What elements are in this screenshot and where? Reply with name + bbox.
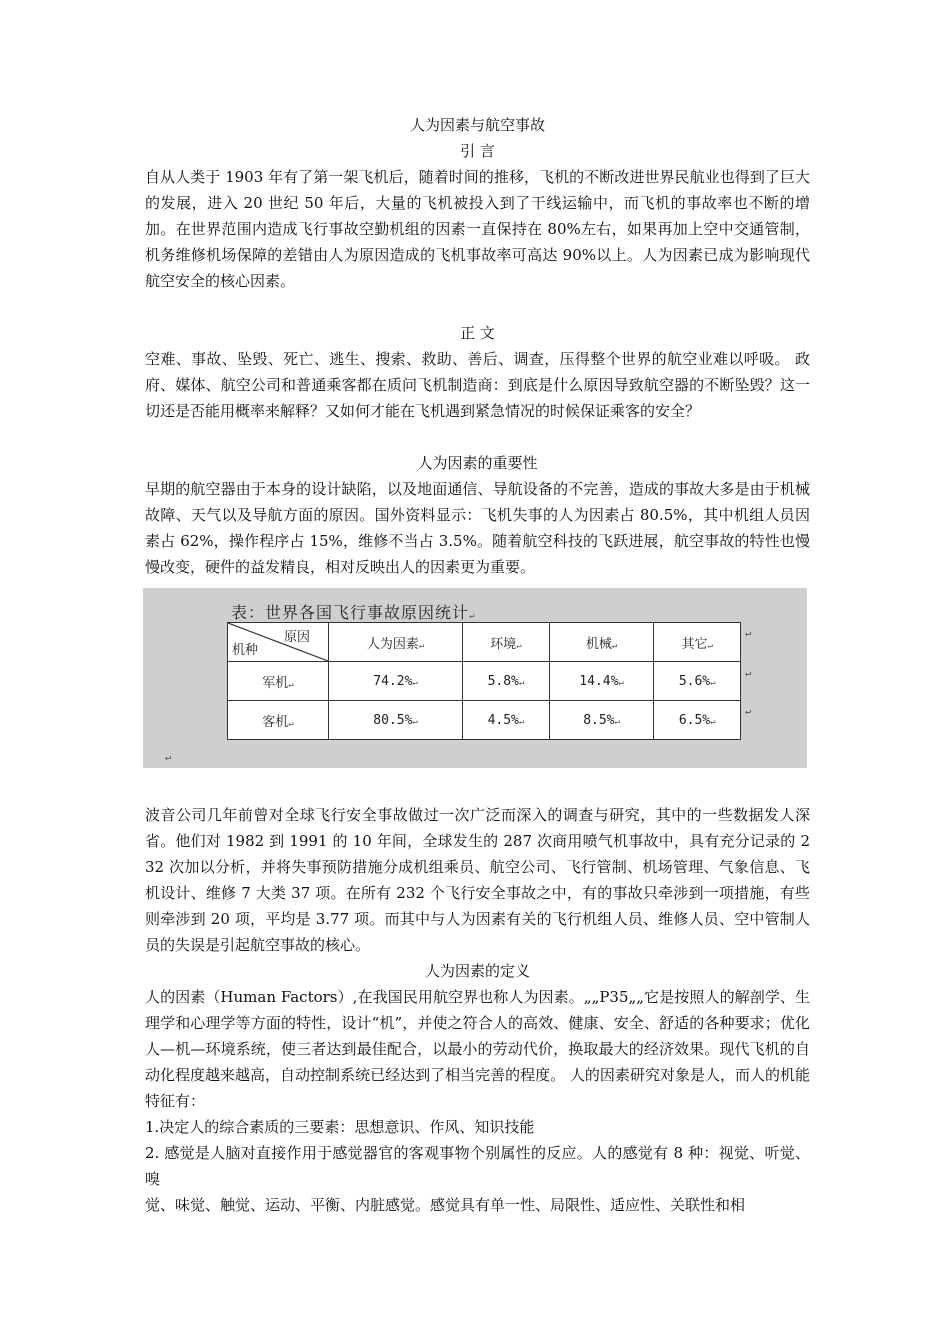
- body-paragraph: 空难、事故、坠毁、死亡、逃生、搜索、救助、善后、调查，压得整个世界的航空业难以呼吸。 政府、媒体、航空公司和普通乘客都在质问飞机制造商：到底是什么原因导致航空器的不断坠毁？这一切还是否能用概率来解释？又如何才能在飞机遇到紧急情况的时候保证乘客的安全？: [145, 350, 810, 420]
- table-header-cell: [463, 623, 550, 662]
- row-label-cell: [228, 662, 329, 701]
- table-cell: [654, 701, 741, 740]
- table-row: [228, 662, 741, 701]
- paragraph-mark: ↵: [707, 640, 713, 651]
- table-header-cell: [654, 623, 741, 662]
- corner-label-cause: 原因: [283, 630, 310, 645]
- table-cell: [549, 701, 654, 740]
- paragraph-mark: ↵: [611, 640, 618, 651]
- paragraph-mark: ↵: [469, 611, 476, 621]
- cell-value: 6.5%: [678, 712, 711, 728]
- cell-value: 74.2%: [373, 673, 413, 689]
- paragraph-mark: ↵: [412, 716, 418, 727]
- header-text: 机械: [585, 636, 612, 652]
- cell-value: 14.4%: [579, 673, 619, 689]
- definition-paragraph: 人的因素（Human Factors）,在我国民用航空界也称人为因素。„„P35„„它是按照人的解剖学、生理学和心理学等方面的特性，设计“机”，并使之符合人的高效、健康、安全、舒适的各种要求；优化人—机—环境系统，使三者达到最佳配合，以最小的劳动代价，换取最大的经济效果。现代飞机的自动化程度越来越高，自动控制系统已经达到了相当完善的程度。 人的因素研究对象是人，而人的机能特征有：: [145, 988, 810, 1110]
- spacer: [145, 768, 810, 802]
- table-header-cell: [329, 623, 463, 662]
- row-label-cell: [228, 701, 329, 740]
- paragraph-mark: ↵: [412, 677, 418, 688]
- table-cell: [463, 662, 550, 701]
- intro-heading: 引 言: [460, 142, 495, 160]
- paragraph-mark: ↵: [418, 640, 425, 651]
- paragraph-mark: ↵: [710, 716, 716, 727]
- paragraph-mark: ↵: [516, 640, 522, 651]
- document-body: [145, 112, 810, 1218]
- importance-heading: 人为因素的重要性: [417, 454, 538, 472]
- table-cell: [654, 662, 741, 701]
- table-cell: [329, 701, 463, 740]
- cell-value: 5.6%: [678, 673, 711, 689]
- table-title: [231, 600, 475, 623]
- paragraph-mark: ↵: [614, 716, 620, 727]
- accident-cause-table: [227, 622, 741, 740]
- spacer: [145, 424, 810, 450]
- paragraph-mark: ↵: [518, 716, 525, 727]
- cell-value: 8.5%: [583, 712, 615, 728]
- table-title-text: 表：世界各国飞行事故原因统计: [231, 603, 470, 622]
- table-header-cell: [549, 623, 654, 662]
- header-text: 人为因素: [366, 636, 419, 652]
- table-cell: [463, 701, 550, 740]
- paragraph-mark: ↵: [618, 677, 624, 688]
- document-title: 人为因素与航空事故: [409, 116, 545, 134]
- table-corner-cell: [228, 623, 329, 662]
- importance-paragraph: 早期的航空器由于本身的设计缺陷，以及地面通信、导航设备的不完善，造成的事故大多是由于机械故障、天气以及导航方面的原因。国外资料显示：飞机失事的人为因素占 80.5%，其中机组人员因素占 62%，操作程序占 15%，维修不当占 3.5%。随着航空科技的飞跃进展，航空事故的特性也慢慢改变，硬件的益发精良，相对反映出人的因素更为重要。: [145, 480, 810, 576]
- cell-value: 80.5%: [373, 712, 413, 728]
- paragraph-mark: ↵: [288, 679, 294, 690]
- boeing-paragraph: 波音公司几年前曾对全球飞行安全事故做过一次广泛而深入的调查与研究，其中的一些数据发人深省。他们对 1982 到 1991 的 10 年间，全球发生的 287 次商用喷气机事故中，具有充分记录的 232 次加以分析，并将失事预防措施分成机组乘员、航空公司、飞行管制、机场管理、气象信息、飞机设计、维修 7 大类 37 项。在所有 232 个飞行安全事故之中，有的事故只牵涉到一项措施，有些则牵涉到 20 项，平均是 3.77 项。而其中与人为因素有关的飞行机组人员、维修人员、空中管制人员的失误是引起航空事故的核心。: [145, 806, 810, 954]
- row-end-mark: ↵: [745, 628, 752, 639]
- paragraph-mark: ↵: [518, 677, 525, 688]
- cell-value: 5.8%: [487, 673, 519, 689]
- row-label: 军机: [262, 675, 289, 691]
- cell-value: 4.5%: [487, 712, 519, 728]
- spacer: [145, 294, 810, 320]
- header-text: 环境: [490, 636, 517, 652]
- paragraph-mark: ↵: [288, 718, 294, 729]
- row-end-mark: ↵: [745, 668, 752, 679]
- intro-paragraph: 自从人类于 1903 年有了第一架飞机后，随着时间的推移，飞机的不断改进世界民航业也得到了巨大的发展，进入 20 世纪 50 年后，大量的飞机被投入到了干线运输中，而飞机的事故率也不断的增加。在世界范围内造成飞行事故空勤机组的因素一直保持在 80%左右，如果再加上空中交通管制，机务维修机场保障的差错由人为原因造成的飞机事故率可高达 90%以上。人为因素已成为影响现代航空安全的核心因素。: [145, 168, 810, 290]
- definition-heading: 人为因素的定义: [424, 962, 530, 980]
- table-header-row: [228, 623, 741, 662]
- row-end-mark: ↵: [745, 706, 752, 717]
- row-label: 客机: [262, 714, 289, 730]
- paragraph-mark: ↵: [710, 677, 716, 688]
- corner-label-type: 机种: [232, 643, 259, 658]
- list-item-1: 1.决定人的综合素质的三要素：思想意识、作风、知识技能: [145, 1118, 535, 1136]
- body-heading: 正 文: [460, 324, 495, 342]
- table-cell: [549, 662, 654, 701]
- table-row: [228, 701, 741, 740]
- scanned-table-image: [143, 588, 807, 768]
- list-item-2-continued: 觉、味觉、触觉、运动、平衡、内脏感觉。感觉具有单一性、局限性、适应性、关联性和相: [145, 1196, 746, 1214]
- paragraph-mark: ↵: [165, 752, 172, 763]
- list-item-2: 2. 感觉是人脑对直接作用于感觉器官的客观事物个别属性的反应。人的感觉有 8 种：视觉、听觉、嗅: [145, 1144, 810, 1188]
- table-cell: [329, 662, 463, 701]
- header-text: 其它: [681, 636, 708, 652]
